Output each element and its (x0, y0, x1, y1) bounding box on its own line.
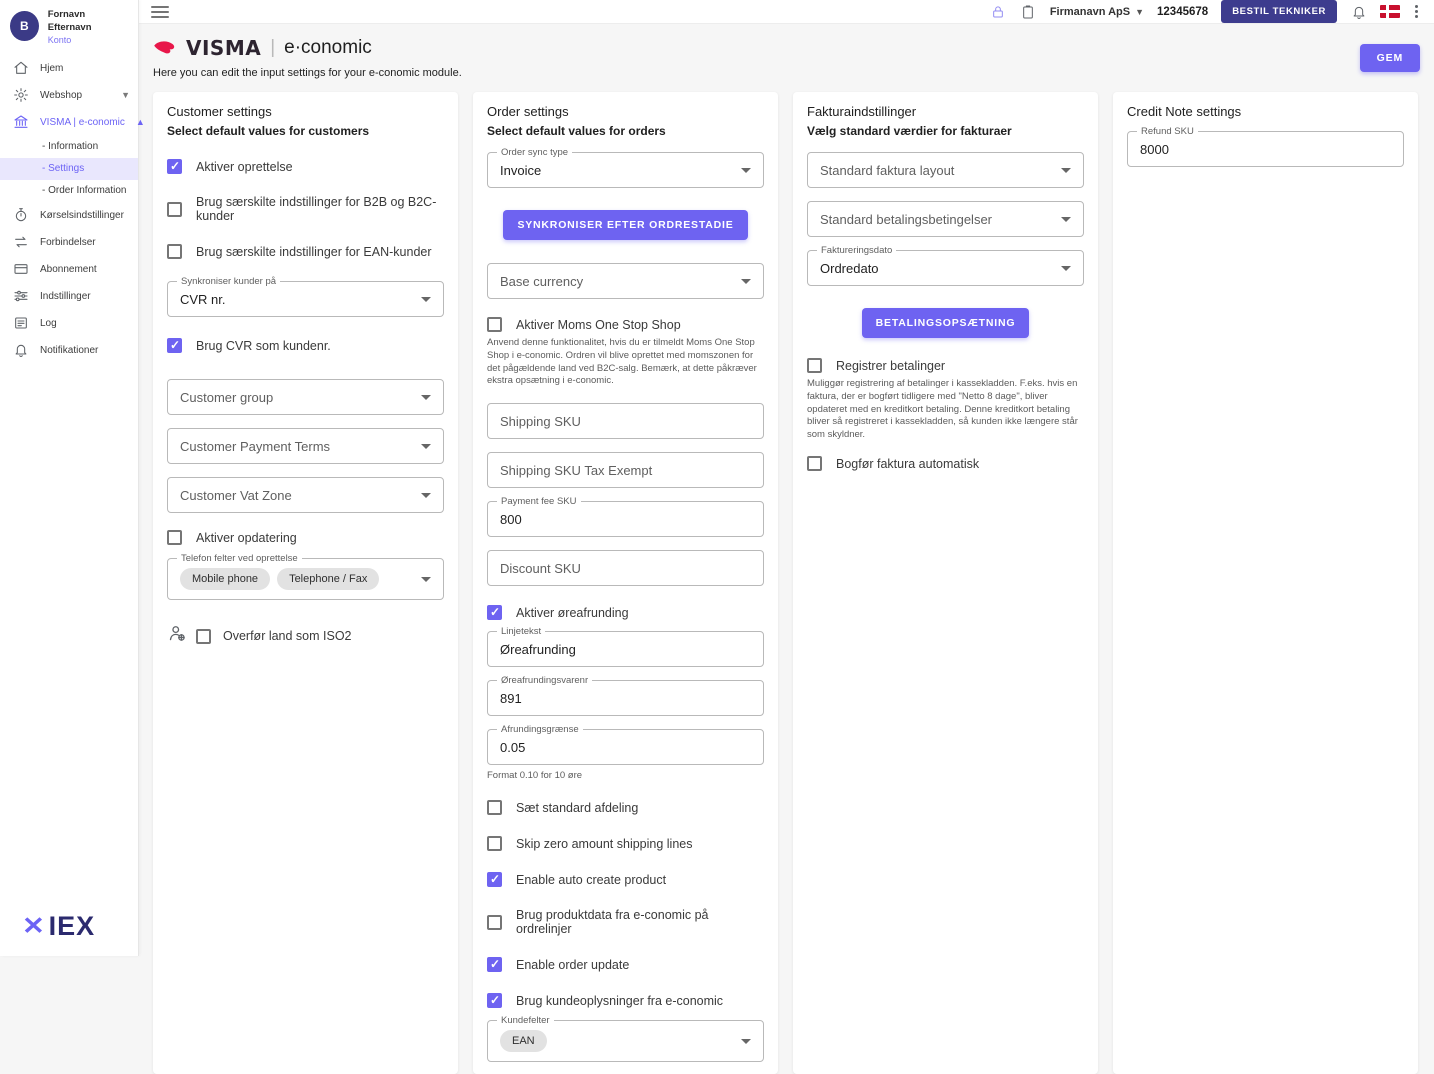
chevron-down-icon (1061, 168, 1071, 173)
sidebar-item-hjem[interactable] (0, 55, 138, 82)
order-technician-button[interactable]: BESTIL TEKNIKER (1221, 0, 1337, 23)
checkbox-icon[interactable] (487, 317, 502, 332)
visma-swoosh-icon (153, 40, 179, 57)
home-icon (13, 60, 29, 76)
field-value: 891 (500, 690, 522, 706)
sidebar-item-label: Webshop (40, 89, 83, 101)
select-placeholder: Customer group (180, 389, 274, 405)
discount-sku-input[interactable] (487, 550, 764, 586)
notifications-bell-icon[interactable] (1350, 3, 1367, 20)
base-currency-select[interactable] (487, 263, 764, 299)
order-sync-type-select[interactable] (487, 147, 764, 188)
card-subtitle: Vælg standard værdier for fakturaer (807, 124, 1012, 138)
sidebar-item-indstillinger[interactable] (0, 283, 138, 310)
chevron-down-icon (741, 1039, 751, 1044)
sidebar (0, 0, 145, 956)
sidebar-nav (0, 55, 145, 364)
register-payments-help: Muliggør registrering af betalinger i kassekladden. F.eks. hvis en faktura, der er bogført tidligere med "Netto 8 dage", bliver opdateret med en kreditkort betaling. Denne kreditkort betaling bliver så registreret i kassekladden, så kunden ikke længere står som skyldner. (807, 378, 1078, 441)
main-content (139, 24, 1434, 1074)
field-label: Øreafrundingsvarenr (497, 675, 592, 686)
sidebar-item-visma-economic[interactable] (0, 109, 145, 136)
bell-icon (13, 342, 29, 358)
checkbox-b2b-b2c[interactable] (167, 195, 444, 223)
checkbox-label: Brug CVR som kundenr. (196, 338, 331, 353)
field-label: Refund SKU (1137, 126, 1198, 137)
kebab-menu-icon[interactable] (1413, 3, 1420, 20)
avatar[interactable]: B (10, 11, 39, 41)
module-header (153, 36, 462, 79)
sidebar-subitem-order-information[interactable] (0, 180, 138, 202)
sidebar-item-label: Kørselsindstillinger (40, 209, 124, 221)
checkbox-icon[interactable] (807, 358, 822, 373)
checkbox-label: Brug produktdata fra e-conomic på ordrelinjer (516, 908, 709, 937)
iex-logo-text: IEX (48, 911, 96, 941)
checkbox-icon[interactable] (487, 836, 502, 851)
visma-wordmark: VISMA (186, 36, 262, 60)
field-value: 0.05 (500, 739, 526, 755)
select-placeholder: Base currency (500, 273, 584, 289)
iex-logo-mark: ✕ (22, 912, 45, 940)
chevron-down-icon (421, 444, 431, 449)
field-value: Invoice (500, 162, 542, 178)
person-globe-icon (167, 623, 188, 649)
customer-settings-card (153, 92, 458, 1074)
standard-faktura-layout-select[interactable] (807, 152, 1084, 188)
select-placeholder: Customer Payment Terms (180, 438, 331, 454)
account-number: 12345678 (1157, 5, 1209, 18)
oreafrundingsvarenr-input[interactable] (487, 675, 764, 716)
shipping-sku-tax-exempt-input[interactable] (487, 452, 764, 488)
chevron-down-icon: ▼ (1135, 6, 1145, 17)
checkbox-icon[interactable] (487, 605, 502, 620)
page-subtitle: Here you can edit the input settings for your e-conomic module. (153, 67, 462, 79)
chip-mobile-phone[interactable]: Mobile phone (180, 568, 270, 590)
lock-icon[interactable] (990, 3, 1007, 20)
field-label: Telefon felter ved oprettelse (177, 553, 302, 564)
sidebar-item-webshop[interactable] (0, 82, 138, 109)
credit-card-icon (13, 261, 29, 277)
checkbox-produktdata-ordrelinjer[interactable] (487, 908, 764, 936)
settings-columns (153, 92, 1420, 1074)
checkbox-icon[interactable] (196, 629, 211, 644)
sync-arrows-icon (13, 234, 29, 250)
checkbox-label: Brug særskilte indstillinger for B2B og B2C-kunder (196, 195, 437, 223)
sidebar-item-label: Hjem (40, 62, 64, 74)
content-pane (139, 0, 1434, 1048)
sidebar-item-label: - Information (42, 141, 99, 153)
card-subtitle: Select default values for orders (487, 124, 666, 138)
checkbox-icon[interactable] (167, 244, 182, 259)
chevron-down-icon (1061, 266, 1071, 271)
afrundingsgraense-input[interactable] (487, 724, 764, 765)
field-label: Order sync type (497, 147, 572, 158)
logo-separator: | (270, 37, 276, 58)
checkbox-label: Registrer betalinger (836, 358, 946, 373)
checkbox-icon[interactable] (487, 800, 502, 815)
chevron-down-icon (741, 279, 751, 284)
gear-icon (13, 87, 29, 103)
product-wordmark: e·conomic (284, 37, 372, 58)
account-link[interactable]: Konto (47, 34, 72, 45)
checkbox-icon[interactable] (487, 993, 502, 1008)
kundefelter-select[interactable] (487, 1015, 764, 1062)
field-value: Ordredato (820, 260, 879, 276)
checkbox-label: Brug kundeoplysninger fra e-conomic (516, 993, 724, 1008)
checkbox-icon[interactable] (167, 159, 182, 174)
select-placeholder: Customer Vat Zone (180, 487, 292, 503)
sidebar-item-label: Abonnement (40, 263, 97, 275)
sidebar-subitem-settings[interactable] (0, 158, 138, 180)
company-name: Firmanavn ApS (1049, 5, 1131, 18)
sidebar-item-forbindelser[interactable] (0, 229, 138, 256)
bank-icon (13, 114, 29, 130)
save-button[interactable]: GEM (1360, 44, 1420, 72)
order-settings-card (473, 92, 778, 1074)
checkbox-auto-create-product[interactable] (487, 872, 764, 887)
card-title: Customer settings (167, 104, 272, 119)
checkbox-enable-order-update[interactable] (487, 957, 764, 972)
sidebar-item-label: Log (40, 317, 57, 329)
checkbox-label: Overfør land som ISO2 (223, 629, 352, 643)
customer-payment-terms-select[interactable] (167, 428, 444, 464)
chevron-down-icon: ▼ (121, 90, 130, 101)
credit-note-settings-card (1113, 92, 1418, 1074)
checkbox-label: Aktiver opdatering (196, 530, 297, 545)
company-selector[interactable] (1050, 6, 1144, 18)
field-value: 800 (500, 511, 522, 527)
sidebar-item-label: - Settings (42, 163, 85, 175)
rounding-format-help: Format 0.10 for 10 øre (487, 770, 583, 782)
checkbox-aktiver-oreafrunding[interactable] (487, 605, 764, 620)
telefon-felter-select[interactable] (167, 553, 444, 600)
field-label: Faktureringsdato (817, 245, 896, 256)
select-placeholder: Standard faktura layout (820, 162, 955, 178)
checkbox-kundeoplysninger[interactable] (487, 993, 764, 1008)
card-title: Credit Note settings (1127, 104, 1242, 119)
checkbox-label: Aktiver Moms One Stop Shop (516, 317, 681, 332)
synkroniser-ordrestadie-button[interactable]: SYNKRONISER EFTER ORDRESTADIE (503, 210, 747, 240)
field-label: Payment fee SKU (497, 496, 581, 507)
checkbox-icon[interactable] (167, 202, 182, 217)
card-title: Fakturaindstillinger (807, 104, 917, 119)
user-profile[interactable] (0, 0, 138, 55)
checkbox-icon[interactable] (487, 957, 502, 972)
chevron-down-icon (421, 493, 431, 498)
checkbox-label: Bogfør faktura automatisk (836, 456, 980, 471)
sidebar-item-abonnement[interactable] (0, 256, 138, 283)
checkbox-label: Sæt standard afdeling (516, 800, 639, 815)
checkbox-icon[interactable] (167, 338, 182, 353)
sidebar-item-log[interactable] (0, 310, 138, 337)
field-value: 8000 (1140, 141, 1169, 157)
checkbox-cvr-kundenr[interactable] (167, 338, 444, 353)
sync-customers-select[interactable] (167, 276, 444, 317)
card-subtitle: Select default values for customers (167, 124, 370, 138)
linjetekst-input[interactable] (487, 626, 764, 667)
chevron-down-icon (421, 577, 431, 582)
chip-telephone-fax[interactable]: Telephone / Fax (277, 568, 379, 590)
input-placeholder: Shipping SKU (500, 413, 581, 429)
topbar-actions (990, 0, 1420, 23)
card-title: Order settings (487, 104, 569, 119)
select-placeholder: Standard betalingsbetingelser (820, 211, 993, 227)
chevron-down-icon (421, 297, 431, 302)
iex-logo (0, 899, 138, 956)
checkbox-overfor-land-iso2[interactable] (196, 629, 352, 644)
checkbox-label: Brug særskilte indstillinger for EAN-kunder (196, 244, 432, 259)
sidebar-item-notifikationer[interactable] (0, 337, 138, 364)
chip-ean[interactable]: EAN (500, 1030, 547, 1052)
clipboard-icon[interactable] (1020, 3, 1037, 20)
checkbox-skip-zero-shipping[interactable] (487, 836, 764, 851)
invoice-settings-card (793, 92, 1098, 1074)
field-label: Afrundingsgrænse (497, 724, 583, 735)
log-list-icon (13, 315, 29, 331)
field-label: Linjetekst (497, 626, 545, 637)
chevron-down-icon (1061, 217, 1071, 222)
faktureringsdato-select[interactable] (807, 245, 1084, 286)
timer-icon (13, 207, 29, 223)
chevron-down-icon (421, 395, 431, 400)
checkbox-label: Aktiver oprettelse (196, 159, 293, 174)
customer-vat-zone-select[interactable] (167, 477, 444, 513)
field-value: CVR nr. (180, 291, 226, 307)
refund-sku-input[interactable] (1127, 126, 1404, 167)
visma-economic-logo (153, 36, 462, 60)
checkbox-saet-standard-afdeling[interactable] (487, 800, 764, 815)
field-value: Øreafrunding (500, 641, 576, 657)
sidebar-item-label: Forbindelser (40, 236, 96, 248)
checkbox-icon[interactable] (487, 872, 502, 887)
danish-flag-icon[interactable] (1380, 5, 1400, 18)
checkbox-icon[interactable] (487, 915, 502, 930)
shipping-sku-input[interactable] (487, 403, 764, 439)
checkbox-aktiver-oprettelse[interactable] (167, 159, 444, 174)
iso2-row (167, 623, 444, 649)
checkbox-bogfor-automatisk[interactable] (807, 456, 1084, 471)
sidebar-item-label: - Order Information (42, 185, 127, 197)
checkbox-icon[interactable] (167, 530, 182, 545)
checkbox-label: Enable order update (516, 957, 630, 972)
customer-group-select[interactable] (167, 379, 444, 415)
sidebar-item-label: VISMA | e-conomic (40, 116, 125, 128)
checkbox-label: Skip zero amount shipping lines (516, 836, 693, 851)
checkbox-aktiver-opdatering[interactable] (167, 530, 444, 545)
checkbox-label: Enable auto create product (516, 872, 667, 887)
chip-list (500, 1024, 547, 1058)
field-label: Kundefelter (497, 1015, 554, 1026)
sidebar-item-label: Notifikationer (40, 344, 99, 356)
sliders-icon (13, 288, 29, 304)
checkbox-registrer-betalinger[interactable] (807, 358, 1084, 373)
chevron-up-icon: ▲ (135, 117, 145, 128)
moss-help-text: Anvend denne funktionalitet, hvis du er tilmeldt Moms One Stop Shop i e-conomic. Ordren vil blive oprettet med momszonen for det pågældende land ved B2C-salg. Bemærk, at dette påkræver ekstra opsætning i e-conomic. (487, 337, 757, 387)
user-info (48, 8, 128, 45)
betalingsopsaetning-button[interactable]: BETALINGSOPSÆTNING (862, 308, 1030, 338)
user-name: Fornavn Efternavn (47, 9, 92, 34)
checkbox-label: Aktiver øreafrunding (516, 605, 629, 620)
checkbox-moms-one-stop-shop[interactable] (487, 317, 764, 332)
checkbox-icon[interactable] (807, 456, 822, 471)
menu-hamburger-icon[interactable] (151, 6, 169, 18)
standard-betalingsbetingelser-select[interactable] (807, 201, 1084, 237)
field-label: Synkroniser kunder på (177, 276, 280, 287)
input-placeholder: Discount SKU (500, 560, 581, 576)
sidebar-item-label: Indstillinger (40, 290, 91, 302)
payment-fee-sku-input[interactable] (487, 496, 764, 537)
sidebar-item-korselsindstillinger[interactable] (0, 202, 138, 229)
page-header (153, 36, 1420, 79)
topbar (139, 0, 1434, 24)
input-placeholder: Shipping SKU Tax Exempt (500, 462, 653, 478)
sidebar-subitem-information[interactable] (0, 136, 138, 158)
chevron-down-icon (741, 168, 751, 173)
checkbox-ean-kunder[interactable] (167, 244, 444, 259)
chip-list (180, 562, 379, 596)
